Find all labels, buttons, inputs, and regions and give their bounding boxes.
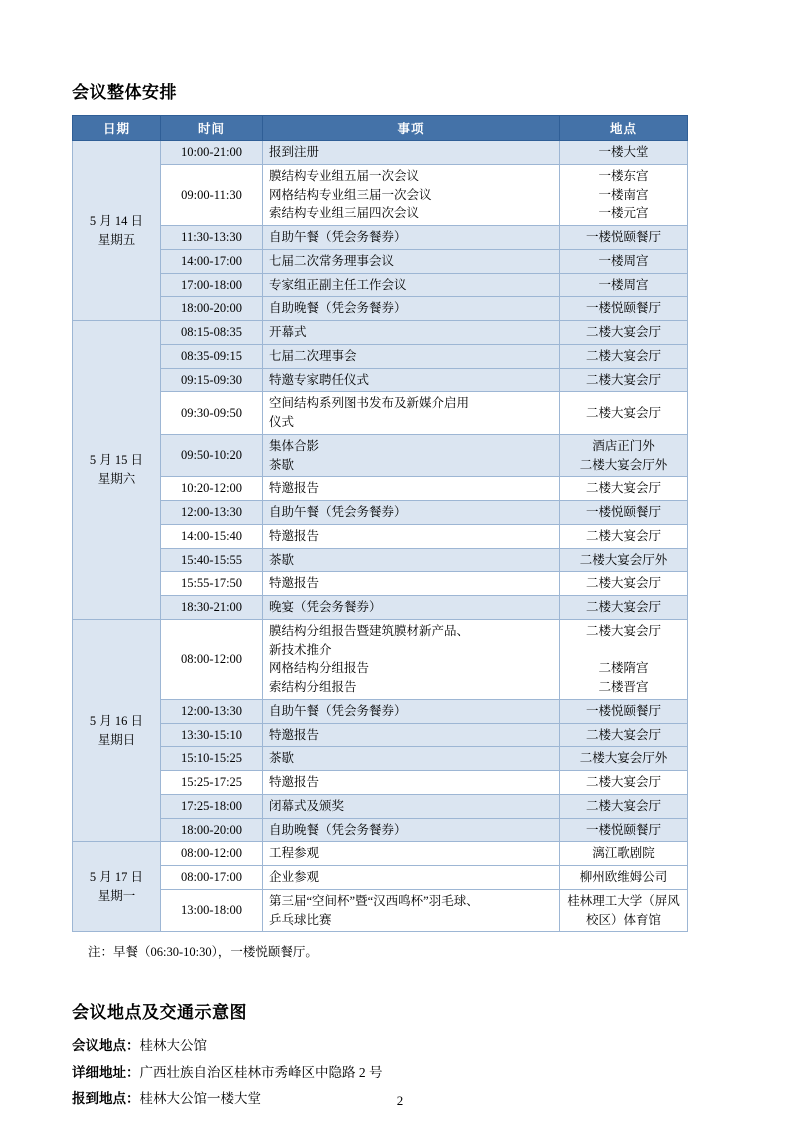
- table-row: [73, 321, 688, 345]
- time-cell: 09:00-11:30: [161, 164, 263, 225]
- place-cell: [560, 596, 688, 620]
- place-line: 一楼元宫: [598, 206, 649, 221]
- item-cell: [263, 477, 560, 501]
- time-cell: 13:30-15:10: [161, 723, 263, 747]
- item-line: 企业参观: [269, 870, 320, 884]
- place-line: 二楼大宴会厅: [585, 348, 661, 363]
- time-cell: 10:00-21:00: [161, 141, 263, 165]
- item-line: 膜结构专业组五届一次会议: [269, 168, 420, 183]
- item-line: 特邀报告: [269, 727, 320, 742]
- item-line: 茶歇: [269, 457, 295, 472]
- place-cell: [560, 524, 688, 548]
- day-cell: [73, 141, 161, 321]
- time-cell: 15:55-17:50: [161, 572, 263, 596]
- item-cell: [263, 548, 560, 572]
- item-line: 自助午餐（凭会务餐券）: [269, 230, 407, 244]
- item-cell: [263, 141, 560, 165]
- day-cell: [73, 619, 161, 842]
- place-line: 二楼大宴会厅外: [579, 751, 668, 766]
- place-cell: [560, 368, 688, 392]
- venue-value: 桂林大公馆: [139, 1038, 207, 1054]
- time-cell: 15:10-15:25: [161, 747, 263, 771]
- item-line: 第三届“空间杯”暨“汉西鸣杯”羽毛球、: [269, 893, 479, 908]
- item-line: 开幕式: [269, 325, 307, 339]
- item-line: 新技术推介: [269, 642, 332, 657]
- day-weekday: 星期五: [97, 232, 136, 247]
- item-line: 闭幕式及颁奖: [269, 798, 345, 813]
- time-cell: 17:25-18:00: [161, 794, 263, 818]
- time-cell: 08:15-08:35: [161, 321, 263, 345]
- day-weekday: 星期一: [97, 888, 136, 903]
- item-cell: [263, 501, 560, 525]
- item-line: 自助晚餐（凭会务餐券）: [269, 822, 407, 837]
- item-cell: [263, 321, 560, 345]
- item-line: 膜结构分组报告暨建筑膜材新产品、: [269, 623, 470, 638]
- place-line: 二楼大宴会厅外: [579, 457, 668, 472]
- place-cell: [560, 434, 688, 477]
- detail-address-value: 广西壮族自治区桂林市秀峰区中隐路 2 号: [139, 1064, 383, 1080]
- time-cell: 08:00-12:00: [161, 619, 263, 699]
- day-cell: [73, 842, 161, 932]
- item-cell: [263, 818, 560, 842]
- day-date: 5 月 17 日: [89, 870, 144, 884]
- place-cell: [560, 794, 688, 818]
- place-line: 一楼悦颐餐厅: [585, 822, 661, 837]
- item-cell: [263, 368, 560, 392]
- table-row: [73, 392, 688, 435]
- table-row: [73, 249, 688, 273]
- time-cell: 09:15-09:30: [161, 368, 263, 392]
- place-cell: [560, 164, 688, 225]
- table-row: [73, 501, 688, 525]
- table-row: [73, 842, 688, 866]
- place-cell: [560, 548, 688, 572]
- item-line: 空间结构系列图书发布及新媒介启用: [269, 396, 470, 411]
- place-cell: [560, 771, 688, 795]
- table-row: [73, 747, 688, 771]
- item-cell: [263, 619, 560, 699]
- time-cell: 12:00-13:30: [161, 699, 263, 723]
- place-cell: [560, 392, 688, 435]
- item-line: 集体合影: [269, 438, 320, 453]
- item-cell: [263, 596, 560, 620]
- table-row: [73, 572, 688, 596]
- time-cell: 17:00-18:00: [161, 273, 263, 297]
- place-cell: [560, 321, 688, 345]
- item-line: 索结构专业组三届四次会议: [269, 206, 420, 221]
- item-cell: [263, 699, 560, 723]
- table-row: [73, 548, 688, 572]
- item-cell: [263, 572, 560, 596]
- table-row: [73, 226, 688, 250]
- place-line: 二楼大宴会厅: [585, 405, 661, 420]
- place-line: 柳州欧维姆公司: [579, 870, 668, 884]
- table-note: 注：早餐（06:30-10:30），一楼悦颐餐厅。: [88, 945, 318, 960]
- place-line: 二楼大宴会厅: [585, 576, 661, 591]
- column-header-item: 事项: [263, 116, 560, 141]
- place-cell: [560, 619, 688, 699]
- item-cell: [263, 164, 560, 225]
- time-cell: 12:00-13:30: [161, 501, 263, 525]
- place-cell: [560, 297, 688, 321]
- item-line: 索结构分组报告: [269, 680, 357, 694]
- place-cell: [560, 344, 688, 368]
- time-cell: 13:00-18:00: [161, 889, 263, 932]
- time-cell: 09:30-09:50: [161, 392, 263, 435]
- place-cell: [560, 747, 688, 771]
- column-header-date: 日期: [73, 116, 161, 141]
- table-row: [73, 434, 688, 477]
- day-cell: [73, 321, 161, 620]
- place-cell: [560, 249, 688, 273]
- place-line: 一楼南宫: [598, 187, 649, 202]
- place-line: 二楼大宴会厅: [585, 528, 661, 543]
- table-row: [73, 164, 688, 225]
- time-cell: 14:00-17:00: [161, 249, 263, 273]
- place-line: 二楼大宴会厅: [585, 372, 661, 387]
- place-line: 二楼大宴会厅: [585, 325, 661, 339]
- page-number: 2: [396, 1093, 404, 1108]
- item-line: 自助晚餐（凭会务餐券）: [269, 301, 407, 316]
- time-cell: 18:00-20:00: [161, 297, 263, 321]
- section-title-venue: 会议地点及交通示意图: [72, 1003, 247, 1023]
- register-location-value: 桂林大公馆一楼大堂: [139, 1091, 261, 1107]
- table-row: [73, 297, 688, 321]
- item-cell: [263, 297, 560, 321]
- table-row: [73, 771, 688, 795]
- time-cell: 14:00-15:40: [161, 524, 263, 548]
- place-line: 一楼东宫: [598, 168, 649, 183]
- page-title: 会议整体安排: [72, 83, 177, 102]
- item-cell: [263, 392, 560, 435]
- item-cell: [263, 866, 560, 890]
- place-cell: [560, 273, 688, 297]
- place-line: 二楼隋宫: [598, 661, 649, 676]
- item-line: 仪式: [269, 415, 295, 429]
- item-line: 七届二次理事会: [269, 348, 357, 363]
- item-cell: [263, 794, 560, 818]
- time-cell: 18:30-21:00: [161, 596, 263, 620]
- table-row: [73, 889, 688, 932]
- item-line: 网格结构分组报告: [269, 661, 370, 676]
- table-row: [73, 794, 688, 818]
- place-cell: [560, 572, 688, 596]
- item-cell: [263, 434, 560, 477]
- table-row: [73, 141, 688, 165]
- column-header-place: 地点: [560, 116, 688, 141]
- place-line: 二楼晋宫: [598, 680, 649, 694]
- item-cell: [263, 344, 560, 368]
- item-line: 茶歇: [269, 552, 295, 567]
- time-cell: 08:00-12:00: [161, 842, 263, 866]
- place-line: 校区）体育馆: [585, 912, 661, 927]
- table-row: [73, 723, 688, 747]
- detail-address-line: [72, 1062, 728, 1084]
- table-row: [73, 477, 688, 501]
- table-header-row: [73, 116, 688, 141]
- item-cell: [263, 771, 560, 795]
- table-row: [73, 818, 688, 842]
- venue-label: 会议地点：: [72, 1038, 140, 1054]
- place-line: 二楼大宴会厅外: [579, 552, 668, 567]
- place-cell: [560, 477, 688, 501]
- table-row: [73, 368, 688, 392]
- day-weekday: 星期六: [97, 471, 136, 486]
- item-cell: [263, 723, 560, 747]
- time-cell: 15:25-17:25: [161, 771, 263, 795]
- table-row: [73, 524, 688, 548]
- table-row: [73, 596, 688, 620]
- place-line: 桂林理工大学（屏风: [567, 893, 680, 908]
- table-row: [73, 699, 688, 723]
- item-line: 晚宴（凭会务餐券）: [269, 600, 382, 614]
- time-cell: 09:50-10:20: [161, 434, 263, 477]
- day-date: 5 月 16 日: [89, 713, 144, 728]
- place-line: 一楼悦颐餐厅: [585, 703, 661, 718]
- item-cell: [263, 249, 560, 273]
- place-line: 二楼大宴会厅: [585, 798, 661, 813]
- time-cell: 08:35-09:15: [161, 344, 263, 368]
- item-line: 工程参观: [269, 846, 320, 861]
- place-cell: [560, 889, 688, 932]
- venue-line: [72, 1035, 728, 1057]
- place-cell: [560, 226, 688, 250]
- table-row: [73, 866, 688, 890]
- day-date: 5 月 15 日: [89, 453, 144, 468]
- place-cell: [560, 501, 688, 525]
- item-line: 茶歇: [269, 751, 295, 766]
- column-header-time: 时间: [161, 116, 263, 141]
- item-line: 七届二次常务理事会议: [269, 253, 395, 268]
- table-row: [73, 344, 688, 368]
- item-line: 报到注册: [269, 145, 320, 159]
- item-line: 自助午餐（凭会务餐券）: [269, 505, 407, 519]
- place-line: 一楼大堂: [598, 145, 649, 159]
- table-row: [73, 273, 688, 297]
- item-cell: [263, 747, 560, 771]
- item-cell: [263, 273, 560, 297]
- time-cell: 11:30-13:30: [161, 226, 263, 250]
- place-cell: [560, 818, 688, 842]
- item-cell: [263, 889, 560, 932]
- place-line: 一楼悦颐餐厅: [585, 230, 661, 244]
- time-cell: 10:20-12:00: [161, 477, 263, 501]
- item-line: 特邀专家聘任仪式: [269, 372, 370, 387]
- place-line: 漓江歌剧院: [592, 846, 655, 861]
- place-cell: [560, 699, 688, 723]
- place-line: 二楼大宴会厅: [585, 727, 661, 742]
- item-line: 特邀报告: [269, 528, 320, 543]
- place-cell: [560, 723, 688, 747]
- place-cell: [560, 141, 688, 165]
- time-cell: 18:00-20:00: [161, 818, 263, 842]
- item-line: 网格结构专业组三届一次会议: [269, 187, 432, 202]
- day-date: 5 月 14 日: [89, 213, 144, 228]
- time-cell: 15:40-15:55: [161, 548, 263, 572]
- item-line: 特邀报告: [269, 775, 320, 789]
- place-line: 二楼大宴会厅: [585, 623, 661, 638]
- item-cell: [263, 524, 560, 548]
- item-line: 专家组正副主任工作会议: [269, 277, 407, 292]
- detail-address-label: 详细地址：: [72, 1064, 140, 1080]
- item-line: 自助午餐（凭会务餐券）: [269, 703, 407, 718]
- place-cell: [560, 842, 688, 866]
- time-cell: 08:00-17:00: [161, 866, 263, 890]
- place-line: 二楼大宴会厅: [585, 481, 661, 496]
- place-line: [566, 641, 681, 660]
- place-cell: [560, 866, 688, 890]
- schedule-table: [72, 115, 688, 932]
- place-line: 二楼大宴会厅: [585, 600, 661, 614]
- table-row: [73, 619, 688, 699]
- place-line: 酒店正门外: [592, 438, 655, 453]
- item-cell: [263, 226, 560, 250]
- item-cell: [263, 842, 560, 866]
- place-line: 一楼悦颐餐厅: [585, 505, 661, 519]
- place-line: 一楼周宫: [598, 253, 649, 268]
- place-line: 一楼悦颐餐厅: [585, 301, 661, 316]
- day-weekday: 星期日: [97, 732, 136, 747]
- item-line: 特邀报告: [269, 576, 320, 591]
- item-line: 特邀报告: [269, 481, 320, 496]
- place-line: 二楼大宴会厅: [585, 775, 661, 789]
- item-line: 乒乓球比赛: [269, 912, 332, 927]
- register-location-label: 报到地点：: [72, 1091, 140, 1107]
- place-line: 一楼周宫: [598, 277, 649, 292]
